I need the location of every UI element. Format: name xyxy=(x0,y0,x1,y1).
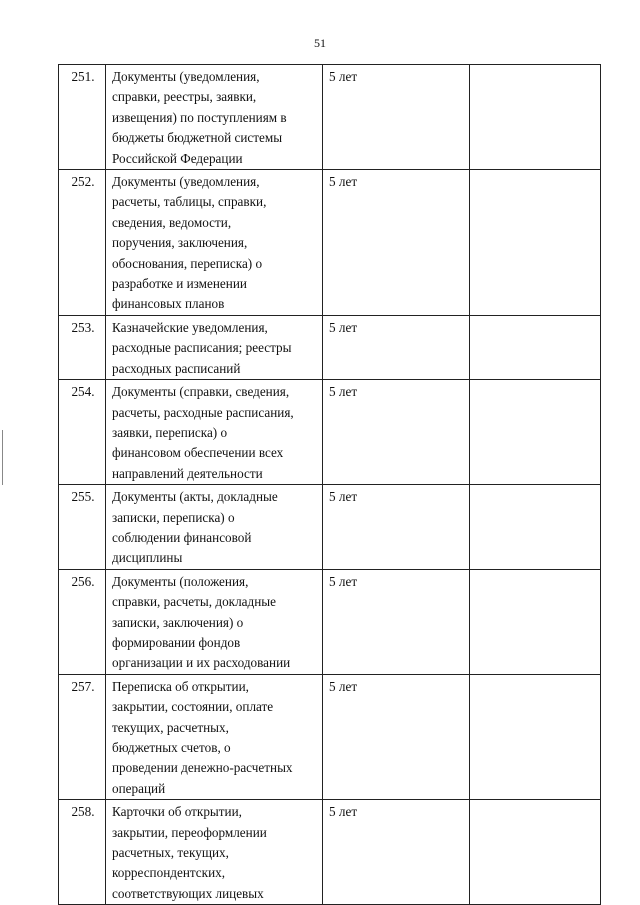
document-title xyxy=(106,569,323,674)
document-title-line: поручения, заключения, xyxy=(112,235,248,251)
document-title-line: разработке и изменении xyxy=(112,276,247,292)
retention-period: 5 лет xyxy=(323,485,470,570)
document-title xyxy=(106,380,323,485)
document-title-line: справки, расчеты, докладные xyxy=(112,594,277,610)
notes-cell xyxy=(470,315,601,379)
document-title xyxy=(106,800,323,905)
article-number: 257. xyxy=(59,674,106,799)
retention-period: 5 лет xyxy=(323,674,470,799)
table-row xyxy=(59,315,601,379)
document-title-line: соответствующих лицевых xyxy=(112,885,264,901)
document-title xyxy=(106,170,323,316)
notes-cell xyxy=(470,485,601,570)
retention-period: 5 лет xyxy=(323,65,470,170)
notes-cell xyxy=(470,569,601,674)
notes-cell xyxy=(470,380,601,485)
document-title-line: обоснования, переписка) о xyxy=(112,255,263,271)
document-title-line: формировании фондов xyxy=(112,634,241,650)
document-title-line: Документы (положения, xyxy=(112,573,249,589)
table-row xyxy=(59,170,601,316)
retention-period: 5 лет xyxy=(323,380,470,485)
document-title xyxy=(106,65,323,170)
document-title-line: расчеты, расходные расписания, xyxy=(112,404,294,420)
scan-edge-mark xyxy=(2,430,3,485)
notes-cell xyxy=(470,170,601,316)
document-title-line: Документы (акты, докладные xyxy=(112,489,278,505)
article-number: 253. xyxy=(59,315,106,379)
document-title-line: финансовых планов xyxy=(112,296,225,312)
document-title xyxy=(106,674,323,799)
table-row xyxy=(59,380,601,485)
article-number: 254. xyxy=(59,380,106,485)
document-title-line: Переписка об открытии, xyxy=(112,678,249,694)
article-number: 255. xyxy=(59,485,106,570)
document-title-line: Казначейские уведомления, xyxy=(112,319,268,335)
records-table xyxy=(58,64,601,905)
document-title-line: организации и их расходовании xyxy=(112,655,291,671)
table-row xyxy=(59,674,601,799)
article-number: 258. xyxy=(59,800,106,905)
document-title xyxy=(106,485,323,570)
document-title-line: заявки, переписка) о xyxy=(112,424,228,440)
page-number: 51 xyxy=(314,36,326,50)
document-title-line: Документы (справки, сведения, xyxy=(112,384,290,400)
document-title-line: записки, заключения) о xyxy=(112,614,244,630)
document-title-line: Российской Федерации xyxy=(112,150,243,166)
document-title-line: текущих, расчетных, xyxy=(112,719,229,735)
document-title-line: бюджеты бюджетной системы xyxy=(112,130,283,146)
document-title-line: расходных расписаний xyxy=(112,360,241,376)
article-number: 251. xyxy=(59,65,106,170)
retention-period: 5 лет xyxy=(323,800,470,905)
document-title-line: сведения, ведомости, xyxy=(112,214,232,230)
document-title-line: записки, переписка) о xyxy=(112,509,235,525)
retention-period: 5 лет xyxy=(323,569,470,674)
document-title-line: дисциплины xyxy=(112,550,183,566)
table-row xyxy=(59,485,601,570)
document-title-line: Карточки об открытии, xyxy=(112,804,242,820)
document-title-line: расчеты, таблицы, справки, xyxy=(112,194,267,210)
document-title-line: справки, реестры, заявки, xyxy=(112,89,257,105)
notes-cell xyxy=(470,65,601,170)
document-title xyxy=(106,315,323,379)
document-title-line: расчетных, текущих, xyxy=(112,845,229,861)
table-row xyxy=(59,800,601,905)
records-table-body xyxy=(59,65,601,905)
table-row xyxy=(59,569,601,674)
document-title-line: извещения) по поступлениям в xyxy=(112,109,287,125)
document-title-line: корреспондентских, xyxy=(112,865,226,881)
notes-cell xyxy=(470,800,601,905)
document-title-line: направлений деятельности xyxy=(112,465,263,481)
document-title-line: операций xyxy=(112,780,166,796)
document-title-line: Документы (уведомления, xyxy=(112,69,260,84)
document-title-line: соблюдении финансовой xyxy=(112,529,252,545)
notes-cell xyxy=(470,674,601,799)
document-title-line: финансовом обеспечении всех xyxy=(112,445,284,461)
document-title-line: расходные расписания; реестры xyxy=(112,340,292,356)
document-title-line: Документы (уведомления, xyxy=(112,174,260,190)
article-number: 256. xyxy=(59,569,106,674)
retention-period: 5 лет xyxy=(323,170,470,316)
document-title-line: проведении денежно-расчетных xyxy=(112,760,293,776)
document-title-line: бюджетных счетов, о xyxy=(112,740,231,755)
document-title-line: закрытии, переоформлении xyxy=(112,824,267,840)
article-number: 252. xyxy=(59,170,106,316)
document-title-line: закрытии, состоянии, оплате xyxy=(112,699,274,715)
retention-period: 5 лет xyxy=(323,315,470,379)
table-row xyxy=(59,65,601,170)
